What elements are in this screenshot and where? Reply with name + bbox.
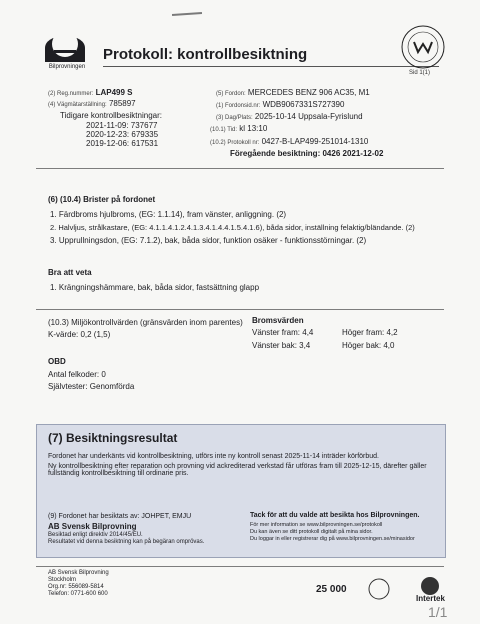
footer-city: Stockholm xyxy=(48,577,77,583)
obd-faults: Antal felkoder: 0 xyxy=(48,370,106,379)
brister-item: 2. Halvljus, strålkastare, (EG: 4.1.1.4.1.2.4.1.3.4.1.4.4.1.5.4.1.6), båda sidor, inställning felaktig/bländande. (2) xyxy=(50,223,415,232)
logo-text: Bilprovningen xyxy=(48,64,86,70)
fore-value: 0426 2021-12-02 xyxy=(322,149,384,158)
prev-label: Tidigare kontrollbesiktningar: xyxy=(60,111,162,120)
inspector: (9) Fordonet har besiktats av: JOHPET, EMJU xyxy=(48,513,192,520)
bra-heading: Bra att veta xyxy=(48,268,92,277)
scan-mark xyxy=(172,12,202,16)
k-value: K-värde: 0,2 (1,5) xyxy=(48,330,111,339)
info-2: Du kan även se ditt protokoll digitalt på mina sidor. xyxy=(250,529,373,535)
brister-item: 1. Färdbroms hjulbroms, (EG: 1.1.14), fram vänster, anliggning. (2) xyxy=(50,210,287,219)
footer-company: AB Svensk Bilprovning xyxy=(48,570,109,576)
prev-item: 2019-12-06: 617531 xyxy=(86,139,159,148)
brake-vf: Vänster fram: 4,4 xyxy=(252,328,314,337)
footer-orgnr: Org.nr: 556089-5814 xyxy=(48,584,104,590)
thanks: Tack för att du valde att besikta hos Bilprovningen. xyxy=(250,512,420,519)
prot-value: 0427-B-LAP499-251014-1310 xyxy=(261,137,369,146)
info-1: För mer information se www.bilprovningen.se/protokoll xyxy=(250,522,383,528)
reg-label: (2) Reg.nummer: xyxy=(48,91,94,97)
brake-hf: Höger fram: 4,2 xyxy=(342,328,398,337)
fid-label: (1) Fordonsid.nr: xyxy=(216,103,261,109)
swedac-seal xyxy=(400,24,446,70)
fordon-value: MERCEDES BENZ 906 AC35, M1 xyxy=(247,88,370,97)
brister-heading: (6) (10.4) Brister på fordonet xyxy=(48,195,156,204)
page-indicator: Sid 1(1) xyxy=(408,70,430,76)
miljo-heading: (10.3) Miljökontrollvärden (gränsvärden inom parentes) xyxy=(48,318,243,327)
reg-value: LAP499 S xyxy=(95,88,133,97)
prev-item: 2020-12-23: 679335 xyxy=(86,130,159,139)
divider xyxy=(36,566,444,567)
brake-hb: Höger bak: 4,0 xyxy=(342,341,395,350)
page-number: 1/1 xyxy=(428,604,448,620)
page-title: Protokoll: kontrollbesiktning xyxy=(103,46,308,63)
dag-value: 2025-10-14 Uppsala-Fyrislund xyxy=(254,112,363,121)
obd-selftests: Självtester: Genomförda xyxy=(48,382,135,391)
review-note: Resultatet vid denna besiktning kan på begäran omprövas. xyxy=(48,539,205,545)
fid-value: WDB9067331S727390 xyxy=(262,100,345,109)
info-3: Du loggar in eller registrerar dig på www.bilprovningen.se/minasidor xyxy=(250,536,415,542)
result-text-2: Ny kontrollbesiktning efter reparation och provning vid ackrediterad verkstad får utföras fram till 2025-12-15, därefter gäller fullständig kontrollbesiktning till ordinarie pris. xyxy=(48,463,427,477)
tid-value: kl 13:10 xyxy=(239,124,268,133)
globe-icon xyxy=(420,576,440,596)
fore-label: Föregående besiktning: xyxy=(230,149,321,158)
fordon-label: (5) Fordon: xyxy=(216,91,246,97)
result-heading: (7) Besiktningsresultat xyxy=(48,431,178,445)
bra-item: 1. Krängningshämmare, bak, båda sidor, fastsättning glapp xyxy=(50,283,260,292)
dag-label: (3) Dag/Plats: xyxy=(216,115,253,121)
badge-25000: 25 000 xyxy=(316,584,347,595)
company-name: AB Svensk Bilprovning xyxy=(48,522,137,531)
title-rule xyxy=(103,66,439,67)
brister-item: 3. Upprullningsdon, (EG: 7.1.2), bak, båda sidor, funktion osäker - funktionsstörningar. (2) xyxy=(50,236,367,245)
global-compact-badge xyxy=(368,578,390,600)
brake-vb: Vänster bak: 3,4 xyxy=(252,341,311,350)
odo-label: (4) Vägmätarställning: xyxy=(48,102,107,108)
directive: Besiktad enligt direktiv 2014/45/EU. xyxy=(48,532,143,538)
prev-item: 2021-11-09: 737677 xyxy=(86,121,158,130)
brake-heading: Bromsvärden xyxy=(252,316,304,325)
footer-phone: Telefon: 0771-600 600 xyxy=(48,591,108,597)
result-text-1: Fordonet har underkänts vid kontrollbesiktning, utförs inte ny kontroll senast 2025-11-14 inträder körförbud. xyxy=(48,453,379,460)
intertek-logo: Intertek xyxy=(416,594,445,603)
tid-label: (10.1) Tid: xyxy=(210,127,238,133)
divider xyxy=(36,168,444,169)
obd-heading: OBD xyxy=(48,357,66,366)
odo-value: 785897 xyxy=(108,99,136,108)
bilprovningen-logo xyxy=(40,24,90,68)
prot-label: (10.2) Protokoll nr: xyxy=(210,140,260,146)
divider xyxy=(36,309,444,310)
